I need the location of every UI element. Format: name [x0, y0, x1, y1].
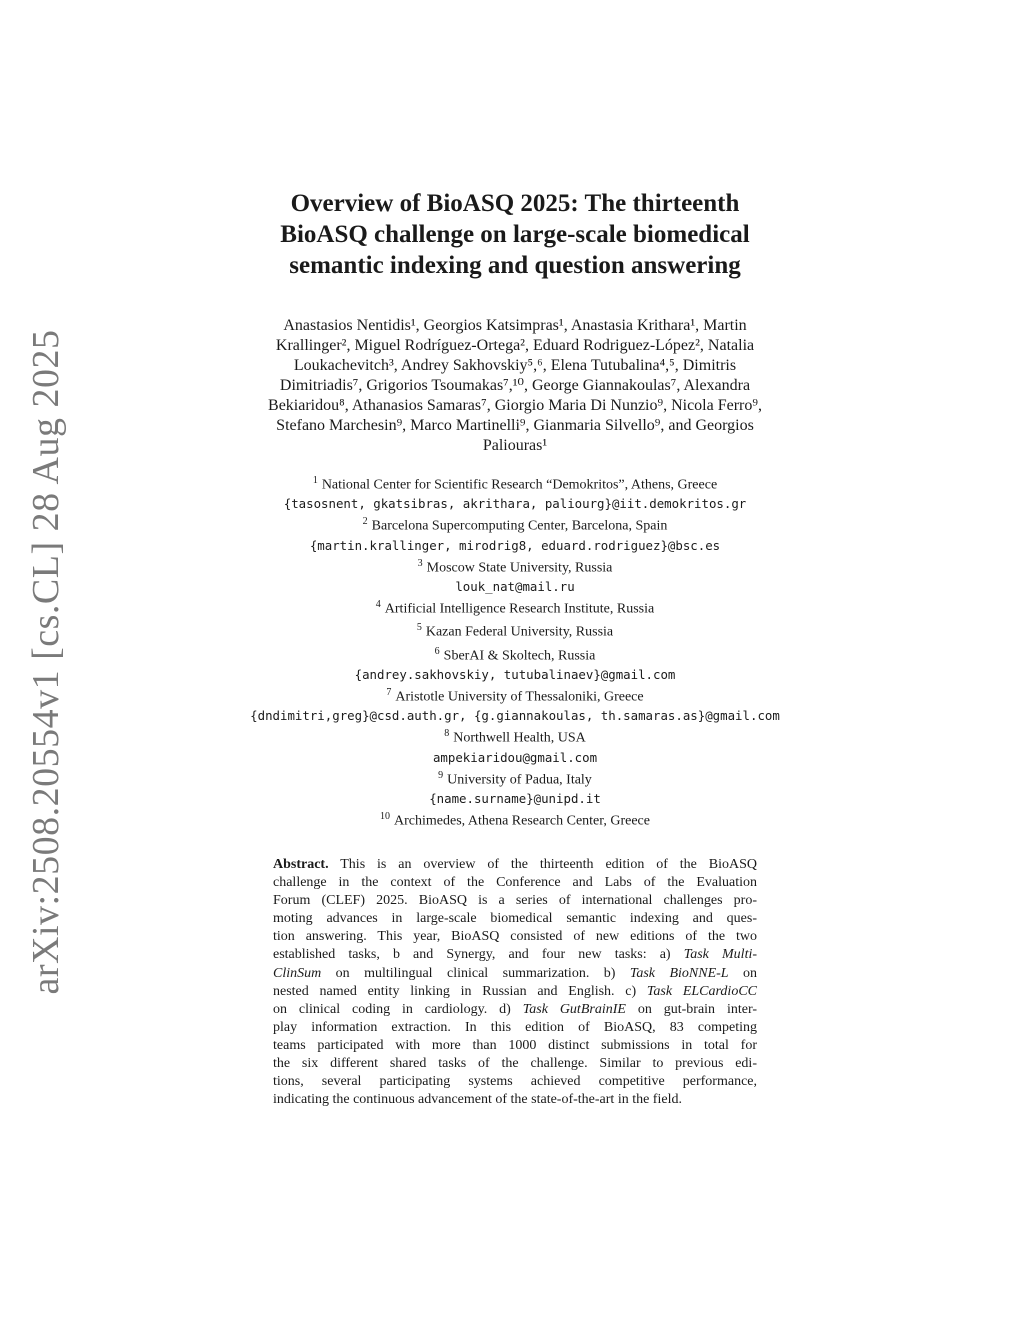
email-link[interactable]: {andrey.sakhovskiy, tutubalinaev}@gmail.com — [354, 666, 676, 682]
author-line: Krallinger², Miguel Rodríguez-Ortega², Eduard Rodriguez-López², Natalia — [275, 337, 755, 354]
arxiv-identifier-stamp: arXiv:2508.20554v1 [cs.CL] 28 Aug 2025 — [25, 329, 67, 995]
abstract-line: moting advances in large-scale biomedical semantic indexing and ques- — [273, 911, 757, 927]
email-link[interactable]: {name.surname}@unipd.it — [429, 791, 601, 806]
email-link[interactable]: {dndimitri,greg}@csd.auth.gr, {g.giannakoulas, th.samaras.as}@gmail.com — [250, 708, 780, 724]
author-line: Loukachevitch³, Andrey Sakhovskiy⁵,⁶, Elena Tutubalina⁴,⁵, Dimitris — [293, 357, 737, 374]
abstract-line: Forum (CLEF) 2025. BioASQ is a series of international challenges pro- — [273, 893, 757, 909]
abstract-line: on clinical coding in cardiology. d) Task GutBrainIE on gut-brain inter- — [273, 1001, 757, 1017]
abstract-line: indicating the continuous advancement of the state-of-the-art in the field. — [273, 1092, 682, 1108]
title-line: semantic indexing and question answering — [289, 252, 741, 279]
author-line: Paliouras¹ — [482, 437, 548, 454]
title-line: BioASQ challenge on large-scale biomedical — [280, 221, 750, 248]
email-link[interactable]: {tasosnent, gkatsibras, akrithara, paliourg}@iit.demokritos.gr — [283, 496, 747, 512]
paper-title — [200, 188, 830, 281]
abstract-line: tion answering. This year, BioASQ consisted of new editions of the two — [273, 929, 757, 945]
title-line: Overview of BioASQ 2025: The thirteenth — [290, 190, 740, 217]
affiliation-6: $^6$ SberAI & Skoltech, Russia — [434, 645, 596, 664]
author-line: Stefano Marchesin⁹, Marco Martinelli⁹, Gianmaria Silvello⁹, and Georgios — [276, 417, 754, 434]
affiliation-1: $^1$ National Center for Scientific Research “Demokritos”, Athens, Greece — [312, 475, 718, 493]
abstract-line: established tasks, b and Synergy, and four new tasks: a) Task Multi- — [273, 947, 758, 963]
author-line: Dimitriadis⁷, Grigorios Tsoumakas⁷,¹⁰, George Giannakoulas⁷, Alexandra — [279, 377, 751, 394]
email-link[interactable]: {martin.krallinger, mirodrig8, eduard.rodriguez}@bsc.es — [309, 537, 721, 553]
email-link[interactable]: louk_nat@mail.ru — [455, 579, 575, 594]
abstract-line: play information extraction. In this edition of BioASQ, 83 competing — [273, 1019, 757, 1035]
author-list — [220, 316, 810, 456]
abstract-line: tions, several participating systems achieved competitive performance, — [273, 1074, 757, 1090]
abstract-line: ClinSum on multilingual clinical summarization. b) Task BioNNE-L on — [273, 965, 758, 981]
abstract — [273, 856, 757, 1109]
abstract-line: challenge in the context of the Conference and Labs of the Evaluation — [273, 875, 757, 891]
affiliation-4: $^4$ Artificial Intelligence Research Institute, Russia — [375, 599, 655, 618]
affiliation-list — [200, 472, 830, 831]
abstract-line: the six different shared tasks of the challenge. Similar to previous edi- — [273, 1056, 757, 1072]
abstract-line: teams participated with more than 1000 distinct submissions in total for — [273, 1037, 757, 1053]
affiliation-7: $^7$ Aristotle University of Thessaloniki, Greece — [386, 687, 644, 705]
author-line: Anastasios Nentidis¹, Georgios Katsimpras¹, Anastasia Krithara¹, Martin — [283, 317, 747, 334]
affiliation-2: $^2$ Barcelona Supercomputing Center, Barcelona, Spain — [362, 516, 668, 535]
abstract-line: Abstract. This is an overview of the thirteenth edition of the BioASQ — [273, 857, 757, 872]
email-link[interactable]: ampekiaridou@gmail.com — [432, 749, 598, 765]
affiliation-3: $^3$ Moscow State University, Russia — [417, 557, 613, 576]
affiliation-8: $^8$ Northwell Health, USA — [444, 728, 586, 747]
affiliation-10: $^{10}$ Archimedes, Athena Research Center, Greece — [380, 811, 650, 830]
author-line: Bekiaridou⁸, Athanasios Samaras⁷, Giorgio Maria Di Nunzio⁹, Nicola Ferro⁹, — [268, 397, 762, 414]
affiliation-9: $^9$ University of Padua, Italy — [438, 769, 592, 788]
abstract-heading: Abstract. — [273, 857, 329, 872]
affiliation-5: $^5$ Kazan Federal University, Russia — [416, 622, 614, 641]
abstract-line: nested named entity linking in Russian and English. c) Task ELCardioCC — [273, 983, 757, 999]
